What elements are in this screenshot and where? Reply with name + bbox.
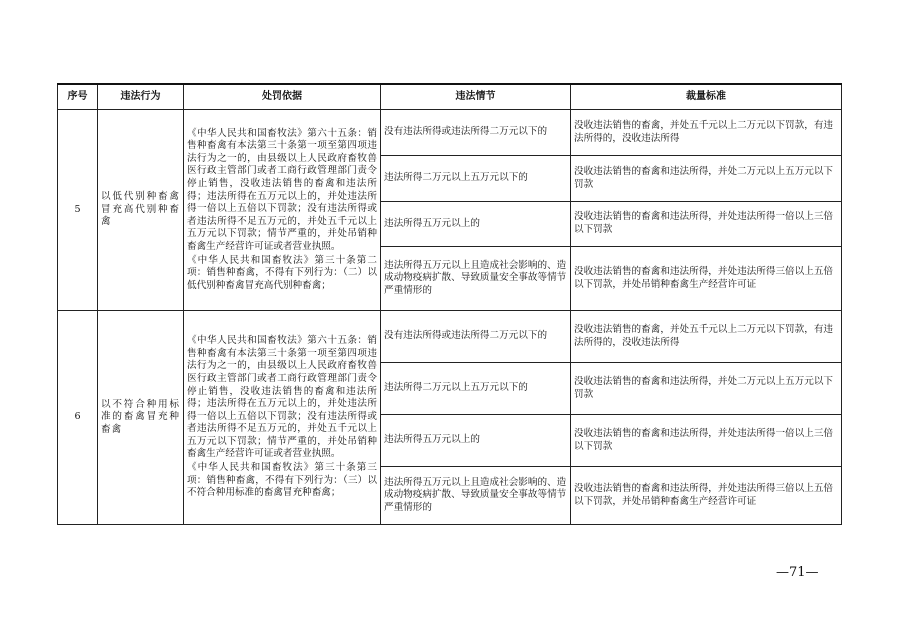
penalty-basis-cell: [184, 311, 381, 525]
header-penalty-basis: 处罚依据: [184, 84, 381, 110]
header-circumstances: 违法情节: [381, 84, 571, 110]
violation-description: 以不符合种用标准的畜禽冒充种畜禽: [98, 311, 184, 525]
penalty-table: [57, 83, 842, 525]
row-serial-number: 5: [58, 110, 98, 311]
standard-cell: 没收违法销售的畜禽和违法所得，并处二万元以上五万元以下罚款: [571, 363, 842, 415]
circumstance-cell: 违法所得五万元以上的: [381, 415, 571, 467]
header-serial-number: 序号: [58, 84, 98, 110]
header-violation: 违法行为: [98, 84, 184, 110]
violation-description: 以低代别种畜禽冒充高代别种畜禽: [98, 110, 184, 311]
penalty-basis-cell: [184, 110, 381, 311]
penalty-basis-article-65: 《中华人民共和国畜牧法》第六十五条：销售种畜禽有本法第三十条第一项至第四项违法行为之一的，由县级以上人民政府畜牧兽医行政主管部门或者工商行政管理部门责令停止销售，没收违法销售的畜禽和违法所得；违法所得在五万元以上的，并处违法所得一倍以上五倍以下罚款；没有违法所得或者违法所得不足五万元的，并处五千元以上五万元以下罚款；情节严重的，并处吊销种畜禽生产经营许可证或者营业执照。: [187, 127, 377, 252]
circumstance-cell: 违法所得二万元以上五万元以下的: [381, 156, 571, 202]
circumstance-cell: 违法所得五万元以上的: [381, 202, 571, 247]
standard-cell: 没收违法销售的畜禽和违法所得，并处违法所得一倍以上三倍以下罚款: [571, 415, 842, 467]
circumstance-cell: 没有违法所得或违法所得二万元以下的: [381, 311, 571, 363]
page-number: —71—: [776, 565, 819, 580]
circumstance-cell: 违法所得五万元以上且造成社会影响的、造成动物疫病扩散、导致质量安全事故等情节严重情形的: [381, 247, 571, 311]
penalty-basis-article-65: 《中华人民共和国畜牧法》第六十五条：销售种畜禽有本法第三十条第一项至第四项违法行为之一的，由县级以上人民政府畜牧兽医行政主管部门或者工商行政管理部门责令停止销售，没收违法销售的畜禽和违法所得；违法所得在五万元以上的，并处违法所得一倍以上五倍以下罚款；没有违法所得或者违法所得不足五万元的，并处五千元以上五万元以下罚款；情节严重的，并处吊销种畜禽生产经营许可证或者营业执照。: [187, 335, 377, 460]
standard-cell: 没收违法销售的畜禽，并处五千元以上二万元以下罚款，有违法所得的，没收违法所得: [571, 110, 842, 156]
table-row: [58, 311, 842, 363]
header-discretion-standard: 裁量标准: [571, 84, 842, 110]
circumstance-cell: 违法所得二万元以上五万元以下的: [381, 363, 571, 415]
standard-cell: 没收违法销售的畜禽和违法所得，并处违法所得三倍以上五倍以下罚款，并处吊销种畜禽生产经营许可证: [571, 467, 842, 525]
table-header-row: [58, 84, 842, 110]
circumstance-cell: 违法所得五万元以上且造成社会影响的、造成动物疫病扩散、导致质量安全事故等情节严重情形的: [381, 467, 571, 525]
penalty-basis-article-30: 《中华人民共和国畜牧法》第三十条第二项：销售种畜禽，不得有下列行为：（二）以低代别种畜禽冒充高代别种畜禽；: [187, 254, 377, 291]
standard-cell: 没收违法销售的畜禽和违法所得，并处二万元以上五万元以下罚款: [571, 156, 842, 202]
standard-cell: 没收违法销售的畜禽和违法所得，并处违法所得三倍以上五倍以下罚款，并处吊销种畜禽生产经营许可证: [571, 247, 842, 311]
standard-cell: 没收违法销售的畜禽和违法所得，并处违法所得一倍以上三倍以下罚款: [571, 202, 842, 247]
table-row: [58, 110, 842, 156]
standard-cell: 没收违法销售的畜禽，并处五千元以上二万元以下罚款，有违法所得的，没收违法所得: [571, 311, 842, 363]
row-serial-number: 6: [58, 311, 98, 525]
penalty-basis-article-30: 《中华人民共和国畜牧法》第三十条第三项：销售种畜禽，不得有下列行为：（三）以不符合种用标准的畜禽冒充种畜禽；: [187, 462, 377, 499]
circumstance-cell: 没有违法所得或违法所得二万元以下的: [381, 110, 571, 156]
